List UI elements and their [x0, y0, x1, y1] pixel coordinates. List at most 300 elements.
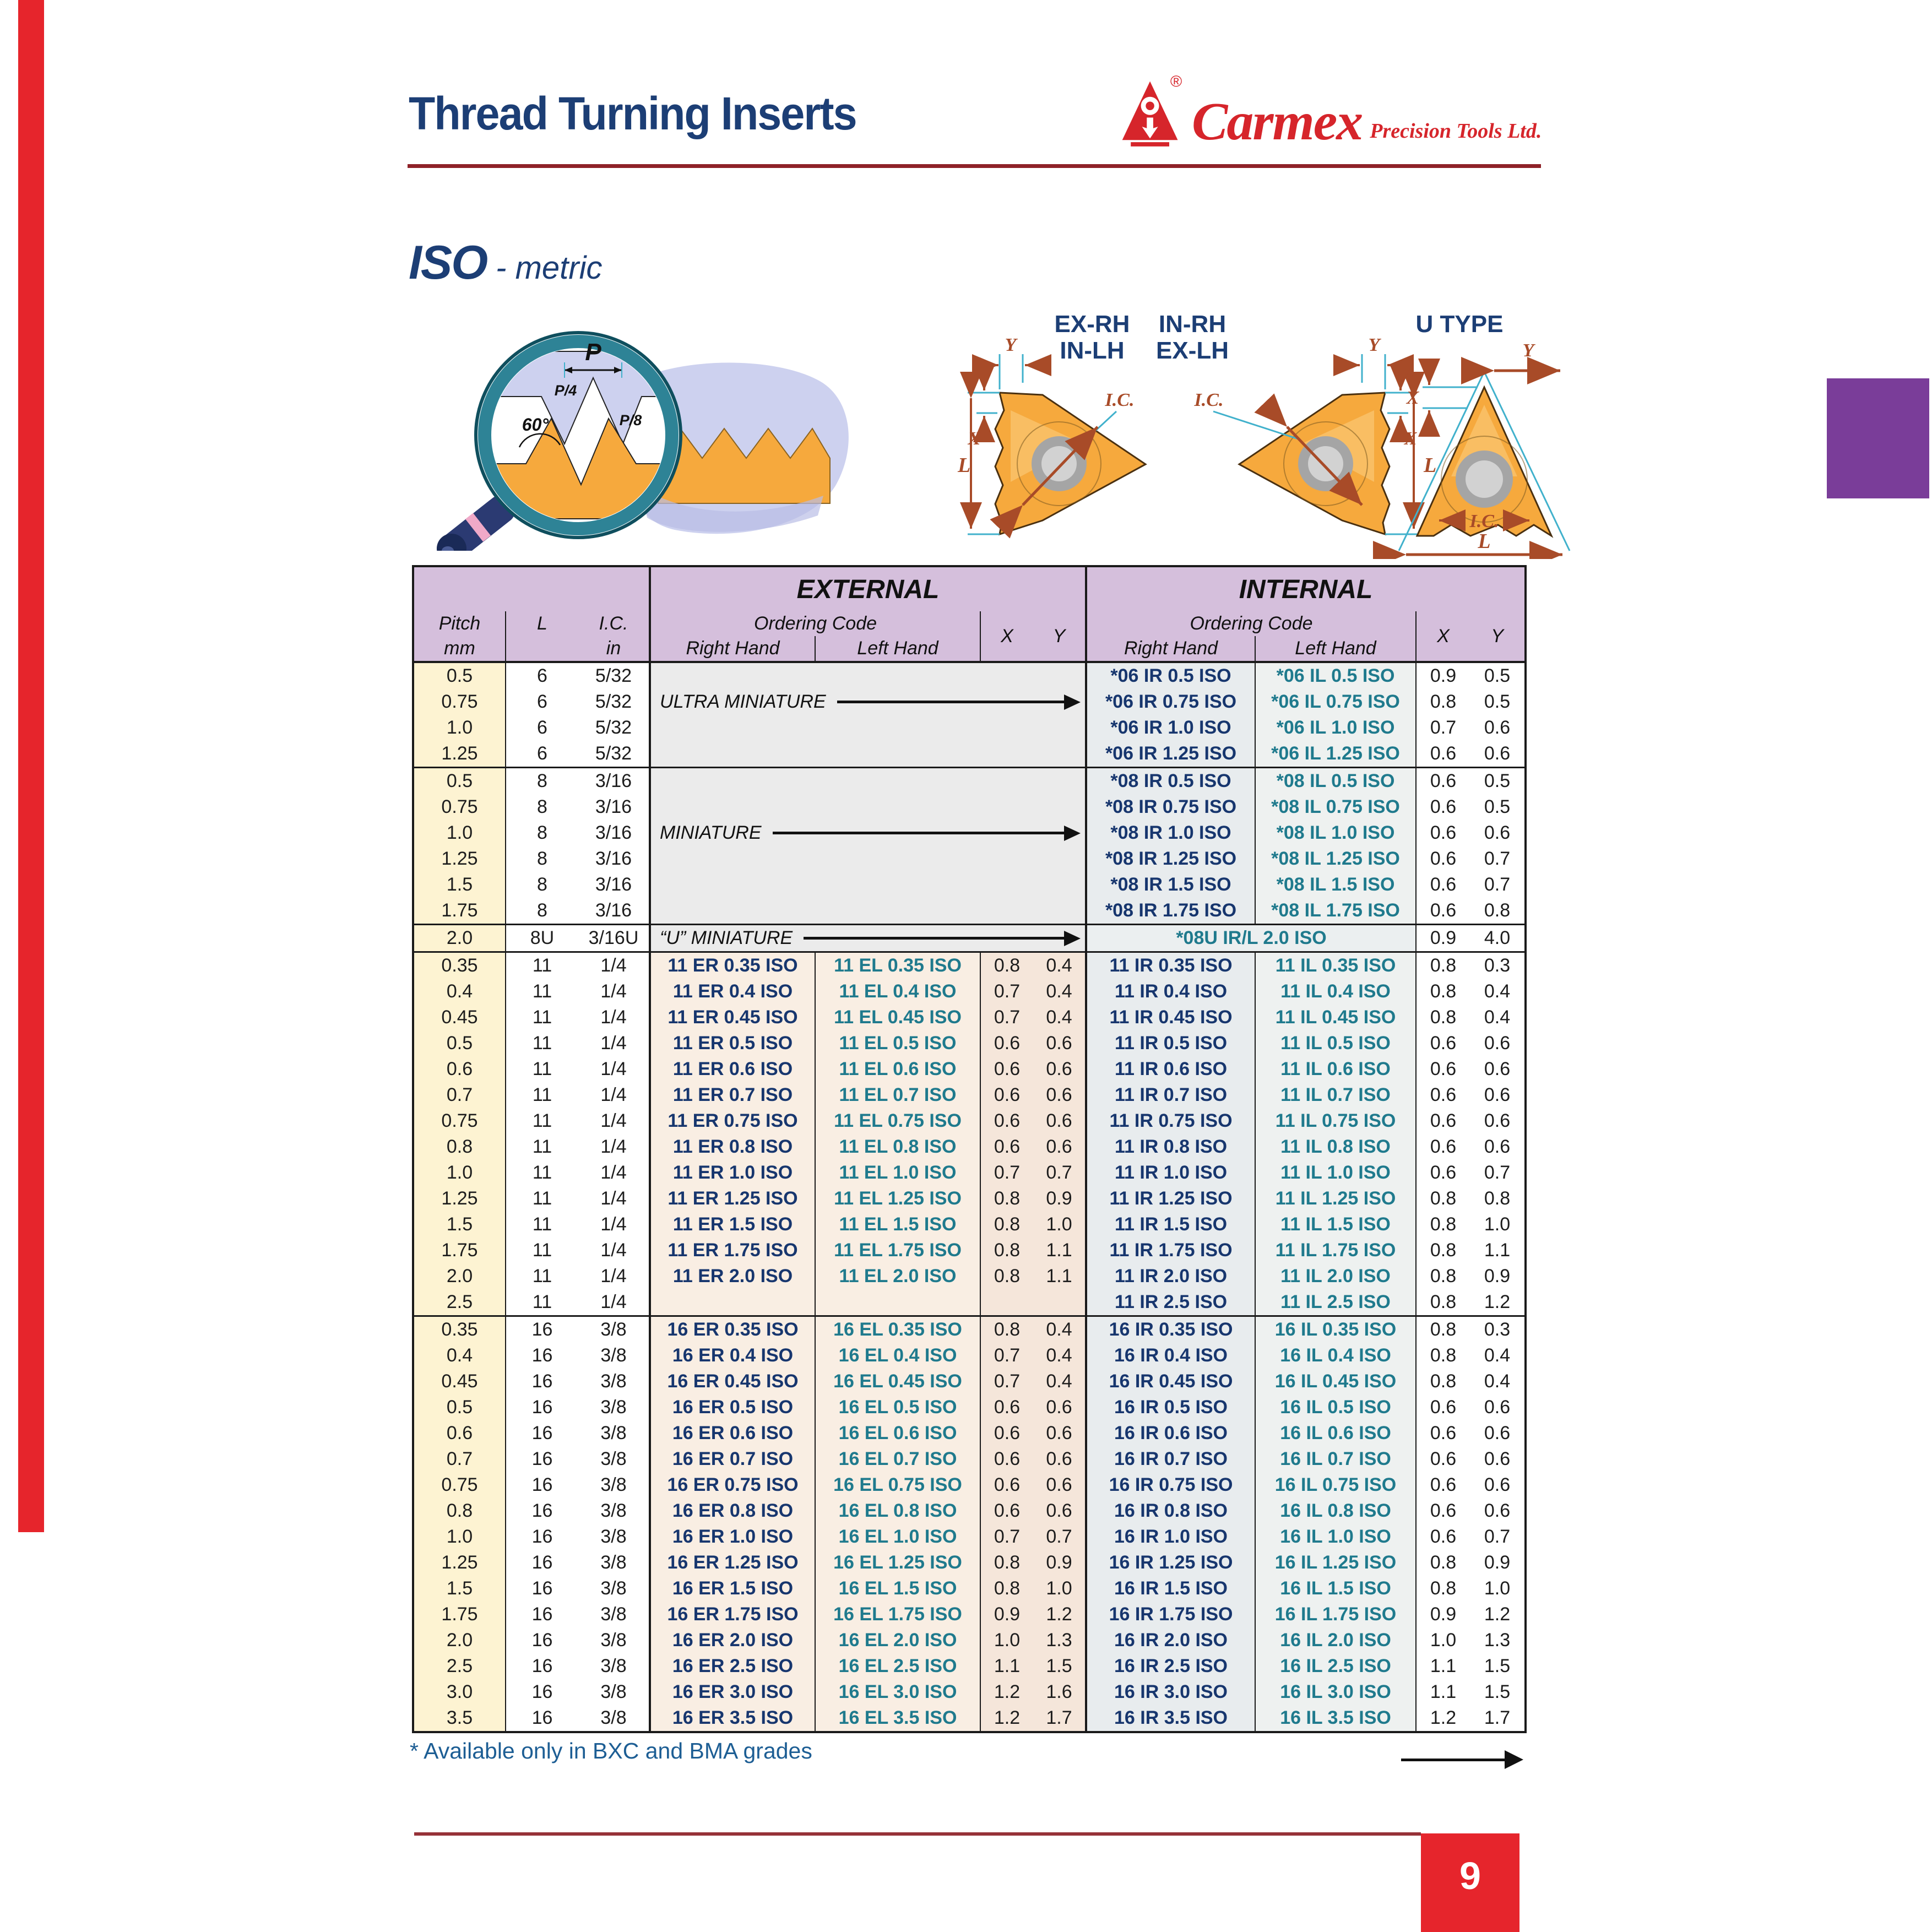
cell-int-right-hand-code: *08 IR 0.75 ISO — [1086, 794, 1255, 820]
cell-ext-x: 0.6 — [980, 1420, 1033, 1446]
cell-l: 11 — [506, 1108, 578, 1134]
cell-ext-x: 0.7 — [980, 1005, 1033, 1030]
cell-int-x: 0.8 — [1416, 1576, 1470, 1602]
cell-int-x: 0.8 — [1416, 1186, 1470, 1212]
cell-ext-right-hand-code: 16 ER 1.5 ISO — [650, 1576, 815, 1602]
cell-ext-y: 0.6 — [1033, 1134, 1086, 1160]
cell-ic: 3/8 — [600, 1397, 627, 1418]
cell-ext-y: 0.6 — [1033, 1420, 1086, 1446]
cell-ext-x: 0.9 — [980, 1602, 1033, 1627]
cell-int-left-hand-code: 16 IL 0.75 ISO — [1255, 1472, 1416, 1498]
cell-ext-right-hand-code: 11 ER 0.6 ISO — [650, 1056, 815, 1082]
cell-ext-left-hand-code: 11 EL 0.7 ISO — [815, 1082, 980, 1108]
cell-ic: 3/8 — [600, 1630, 627, 1651]
table-row — [413, 1369, 1526, 1394]
cell-ext-right-hand-code: 16 ER 2.0 ISO — [650, 1627, 815, 1653]
cell-ext-y: 1.6 — [1033, 1679, 1086, 1705]
cell-ext-y: 1.2 — [1033, 1602, 1086, 1627]
cell-l: 16 — [506, 1498, 578, 1524]
cell-int-y: 0.7 — [1484, 848, 1511, 869]
cell-pitch: 0.5 — [413, 768, 506, 795]
cell-int-right-hand-code: 16 IR 1.0 ISO — [1086, 1524, 1255, 1550]
table-row — [413, 1524, 1526, 1550]
cell-int-y: 0.4 — [1484, 1371, 1511, 1392]
cell-ic: 3/16 — [595, 796, 632, 817]
cell-pitch: 0.6 — [413, 1420, 506, 1446]
cell-ext-right-hand-code: 11 ER 1.75 ISO — [650, 1238, 815, 1263]
brand-name: Carmex — [1192, 92, 1363, 151]
cell-pitch: 1.25 — [413, 1550, 506, 1576]
cell-int-y: 0.8 — [1484, 900, 1511, 921]
cell-int-x: 0.6 — [1416, 1420, 1470, 1446]
cell-int-right-hand-code: 16 IR 0.35 ISO — [1086, 1316, 1255, 1343]
cell-ext-left-hand-code: 16 EL 0.8 ISO — [815, 1498, 980, 1524]
cell-ext-left-hand-code: 16 EL 1.5 ISO — [815, 1576, 980, 1602]
table-row — [413, 1289, 1526, 1316]
cell-l: 11 — [506, 1263, 578, 1289]
cell-pitch: 3.0 — [413, 1679, 506, 1705]
table-row — [413, 1394, 1526, 1420]
cell-pitch: 1.0 — [413, 1524, 506, 1550]
cell-int-right-hand-code: 16 IR 0.75 ISO — [1086, 1472, 1255, 1498]
cell-int-x: 1.1 — [1416, 1679, 1470, 1705]
cell-ext-right-hand-code: 16 ER 0.35 ISO — [650, 1316, 815, 1343]
cell-l: 16 — [506, 1343, 578, 1369]
registered-mark: ® — [1170, 73, 1182, 91]
cell-l: 11 — [506, 1005, 578, 1030]
cell-ext-y: 0.6 — [1033, 1394, 1086, 1420]
cell-ext-x: 0.6 — [980, 1056, 1033, 1082]
cell-int-y: 0.4 — [1484, 1007, 1511, 1028]
carmex-logo — [1117, 70, 1542, 149]
cell-ic: 1/4 — [600, 1162, 627, 1183]
cell-ext-right-hand-code: 11 ER 2.0 ISO — [650, 1263, 815, 1289]
purple-tab-swatch — [1827, 378, 1929, 498]
cell-int-y: 0.6 — [1484, 822, 1511, 843]
cell-int-x: 0.6 — [1416, 768, 1470, 795]
cell-ext-y: 1.0 — [1033, 1576, 1086, 1602]
table-row — [413, 1343, 1526, 1369]
cell-ext-y: 0.7 — [1033, 1524, 1086, 1550]
cell-int-left-hand-code: 16 IL 0.7 ISO — [1255, 1446, 1416, 1472]
cell-int-y: 0.6 — [1484, 1110, 1511, 1131]
miniature-label: “U” MINIATURE — [660, 927, 793, 948]
cell-ext-y: 1.1 — [1033, 1238, 1086, 1263]
section-title-iso: ISO — [409, 236, 487, 289]
cell-ext-left-hand-code: 16 EL 0.6 ISO — [815, 1420, 980, 1446]
cell-ic: 3/8 — [600, 1474, 627, 1495]
miniature-label: MINIATURE — [660, 822, 762, 843]
cell-ext-left-hand-code: 11 EL 2.0 ISO — [815, 1263, 980, 1289]
table-row — [413, 689, 1526, 715]
cell-pitch: 1.25 — [413, 741, 506, 768]
cell-int-y: 1.0 — [1484, 1578, 1511, 1599]
cell-int-x: 0.8 — [1416, 1550, 1470, 1576]
cell-int-right-hand-code: *06 IR 0.5 ISO — [1086, 662, 1255, 689]
cell-pitch: 0.8 — [413, 1498, 506, 1524]
header-ordering-code-ext: Ordering Code — [650, 611, 980, 636]
cell-ic: 1/4 — [578, 952, 650, 979]
miniature-label: ULTRA MINIATURE — [660, 691, 826, 712]
cell-ext-right-hand-code: 16 ER 1.75 ISO — [650, 1602, 815, 1627]
cell-ext-left-hand-code: 16 EL 3.0 ISO — [815, 1679, 980, 1705]
header-left-hand-ext: Left Hand — [815, 636, 980, 662]
table-row — [413, 1705, 1526, 1732]
cell-ic: 3/8 — [600, 1526, 627, 1547]
cell-ext-right-hand-code: 11 ER 1.0 ISO — [650, 1160, 815, 1186]
cell-l: 11 — [506, 1186, 578, 1212]
label-60deg: 60° — [522, 415, 549, 435]
cell-l: 11 — [506, 1212, 578, 1238]
cell-pitch: 1.5 — [413, 1212, 506, 1238]
cell-int-x: 0.8 — [1416, 1369, 1470, 1394]
cell-external-note — [650, 689, 1086, 715]
cell-ext-y: 0.6 — [1033, 1082, 1086, 1108]
cell-ic: 3/8 — [600, 1448, 627, 1469]
header-in: in — [578, 636, 650, 662]
cell-int-y: 0.6 — [1484, 1033, 1511, 1054]
table-row — [413, 1238, 1526, 1263]
header-x-ext: X — [980, 611, 1033, 662]
cell-int-y: 0.6 — [1484, 1448, 1511, 1469]
cell-ext-left-hand-code: 11 EL 1.0 ISO — [815, 1160, 980, 1186]
cell-int-x: 0.6 — [1416, 1394, 1470, 1420]
cell-pitch: 0.75 — [413, 1108, 506, 1134]
cell-ext-y: 0.4 — [1033, 1343, 1086, 1369]
cell-ext-right-hand-code: 16 ER 0.4 ISO — [650, 1343, 815, 1369]
header-right-hand-ext: Right Hand — [650, 636, 815, 662]
cell-ext-right-hand-code: 11 ER 0.75 ISO — [650, 1108, 815, 1134]
cell-ext-left-hand-code: 16 EL 1.75 ISO — [815, 1602, 980, 1627]
cell-int-x: 0.6 — [1416, 794, 1470, 820]
cell-ext-x: 0.6 — [980, 1394, 1033, 1420]
header-pitch: Pitch — [413, 611, 506, 636]
table-row — [413, 1498, 1526, 1524]
cell-ext-right-hand-code: 11 ER 0.35 ISO — [650, 952, 815, 979]
section-title-metric: - metric — [496, 250, 603, 286]
cell-int-left-hand-code: 11 IL 1.25 ISO — [1255, 1186, 1416, 1212]
cell-external-note — [650, 846, 1086, 872]
cell-int-left-hand-code: *06 IL 0.5 ISO — [1255, 662, 1416, 689]
cell-int-left-hand-code: 11 IL 0.75 ISO — [1255, 1108, 1416, 1134]
cell-pitch: 1.5 — [413, 1576, 506, 1602]
cell-int-y: 1.5 — [1484, 1656, 1511, 1676]
cell-ic: 1/4 — [600, 1240, 627, 1261]
table-row — [413, 794, 1526, 820]
magnifier-handle-band — [474, 524, 482, 530]
cell-ext-right-hand-code — [650, 1289, 815, 1316]
cell-external-note — [650, 741, 1086, 768]
label-p8: P/8 — [619, 412, 642, 428]
cell-ic: 1/4 — [600, 1110, 627, 1131]
cell-int-x: 0.6 — [1416, 1472, 1470, 1498]
cell-int-right-hand-code: *06 IR 1.0 ISO — [1086, 715, 1255, 741]
left-accent-bar — [18, 0, 44, 1532]
cell-int-y: 0.6 — [1484, 1500, 1511, 1521]
cell-l: 11 — [506, 1082, 578, 1108]
cell-l: 11 — [506, 1289, 578, 1316]
cell-ext-left-hand-code: 11 EL 0.35 ISO — [815, 952, 980, 979]
cell-int-left-hand-code: 16 IL 0.45 ISO — [1255, 1369, 1416, 1394]
cell-int-right-hand-code: 11 IR 0.4 ISO — [1086, 979, 1255, 1005]
cell-ext-x: 0.8 — [980, 952, 1033, 979]
cell-ic: 3/8 — [600, 1578, 627, 1599]
cell-ext-right-hand-code: 16 ER 1.0 ISO — [650, 1524, 815, 1550]
cell-ic: 1/4 — [600, 1059, 627, 1079]
cell-pitch: 0.75 — [413, 794, 506, 820]
cell-l: 8 — [506, 846, 578, 872]
cell-int-left-hand-code: *08 IL 1.25 ISO — [1255, 846, 1416, 872]
cell-int-y: 1.5 — [1484, 1681, 1511, 1702]
insert-internal — [1239, 393, 1390, 534]
cell-ext-right-hand-code: 16 ER 0.45 ISO — [650, 1369, 815, 1394]
cell-ic: 3/8 — [600, 1423, 627, 1443]
dim-label-ic: I.C. — [1194, 390, 1224, 410]
cell-ic: 1/4 — [600, 981, 627, 1002]
table-row — [413, 1653, 1526, 1679]
cell-ic: 5/32 — [595, 665, 632, 686]
cell-ext-y: 0.4 — [1033, 1316, 1086, 1343]
header-blank — [413, 566, 650, 611]
arrow-head — [1505, 1750, 1523, 1769]
cell-ext-y: 0.6 — [1033, 1108, 1086, 1134]
cell-ext-left-hand-code: 11 EL 1.5 ISO — [815, 1212, 980, 1238]
cell-int-x: 0.8 — [1416, 689, 1470, 715]
cell-int-right-hand-code: 16 IR 0.45 ISO — [1086, 1369, 1255, 1394]
cell-ext-left-hand-code: 16 EL 3.5 ISO — [815, 1705, 980, 1732]
dim-label-ic: I.C. — [1469, 511, 1499, 531]
cell-int-right-hand-code: 16 IR 1.5 ISO — [1086, 1576, 1255, 1602]
cell-pitch: 0.4 — [413, 1343, 506, 1369]
cell-int-x: 0.6 — [1416, 1056, 1470, 1082]
cell-ext-y: 1.1 — [1033, 1263, 1086, 1289]
cell-int-left-hand-code: 16 IL 0.8 ISO — [1255, 1498, 1416, 1524]
cell-ic: 3/8 — [600, 1604, 627, 1625]
label-in-lh: IN-LH — [1060, 337, 1125, 364]
cell-ext-x: 0.6 — [980, 1082, 1033, 1108]
cell-int-x: 0.8 — [1416, 952, 1470, 979]
cell-l: 16 — [506, 1316, 578, 1343]
cell-pitch: 0.35 — [413, 1316, 506, 1343]
table-body — [413, 662, 1526, 1732]
cell-int-y: 0.6 — [1484, 1397, 1511, 1418]
cell-external-note — [650, 794, 1086, 820]
cell-int-x: 1.0 — [1416, 1627, 1470, 1653]
cell-ic: 1/4 — [600, 1084, 627, 1105]
cell-int-y: 0.8 — [1484, 1188, 1511, 1209]
table-row — [413, 662, 1526, 689]
cell-pitch: 2.5 — [413, 1289, 506, 1316]
cell-int-x: 0.9 — [1416, 925, 1470, 952]
cell-l: 8U — [506, 925, 578, 952]
cell-ext-x: 0.6 — [980, 1472, 1033, 1498]
cell-ext-y — [1033, 1289, 1086, 1316]
cell-ic: 3/16 — [595, 822, 632, 843]
cell-ext-x: 0.6 — [980, 1134, 1033, 1160]
cell-int-left-hand-code: *08 IL 1.5 ISO — [1255, 872, 1416, 898]
cell-int-x: 0.6 — [1416, 846, 1470, 872]
cell-int-x: 0.9 — [1416, 1602, 1470, 1627]
cell-int-x: 0.7 — [1416, 715, 1470, 741]
cell-int-left-hand-code: 11 IL 2.0 ISO — [1255, 1263, 1416, 1289]
cell-int-right-hand-code: *08 IR 1.75 ISO — [1086, 898, 1255, 925]
cell-ext-x: 0.8 — [980, 1550, 1033, 1576]
cell-int-x: 0.6 — [1416, 1524, 1470, 1550]
cell-ext-left-hand-code: 16 EL 1.0 ISO — [815, 1524, 980, 1550]
cell-ext-x: 0.6 — [980, 1446, 1033, 1472]
cell-int-left-hand-code: 16 IL 3.5 ISO — [1255, 1705, 1416, 1732]
cell-pitch: 0.75 — [413, 689, 506, 715]
cell-ext-right-hand-code: 11 ER 1.25 ISO — [650, 1186, 815, 1212]
table-row — [413, 925, 1526, 952]
table-row — [413, 820, 1526, 846]
cell-int-right-hand-code: 16 IR 2.0 ISO — [1086, 1627, 1255, 1653]
cell-int-left-hand-code: 16 IL 0.4 ISO — [1255, 1343, 1416, 1369]
cell-int-y: 0.7 — [1484, 1526, 1511, 1547]
cell-external-note — [650, 715, 1086, 741]
arrow-line — [1401, 1759, 1505, 1761]
cell-int-x: 0.6 — [1416, 1030, 1470, 1056]
cell-int-y: 1.2 — [1484, 1291, 1511, 1312]
cell-ext-left-hand-code: 16 EL 2.5 ISO — [815, 1653, 980, 1679]
cell-l: 6 — [506, 662, 578, 689]
header-blank-l — [506, 636, 578, 662]
cell-int-y: 0.3 — [1470, 1316, 1526, 1343]
cell-pitch: 1.75 — [413, 1238, 506, 1263]
cell-int-y: 0.6 — [1484, 1474, 1511, 1495]
cell-ext-y: 1.5 — [1033, 1653, 1086, 1679]
cell-int-left-hand-code: 16 IL 2.5 ISO — [1255, 1653, 1416, 1679]
cell-ext-y: 0.9 — [1033, 1550, 1086, 1576]
cell-int-left-hand-code: *08 IL 1.75 ISO — [1255, 898, 1416, 925]
cell-ext-y: 1.3 — [1033, 1627, 1086, 1653]
table-row — [413, 1160, 1526, 1186]
cell-int-x: 1.2 — [1416, 1705, 1470, 1732]
cell-int-y: 0.6 — [1484, 1059, 1511, 1079]
cell-pitch: 0.7 — [413, 1446, 506, 1472]
header-ic: I.C. — [578, 611, 650, 636]
table-row — [413, 715, 1526, 741]
cell-int-x: 0.8 — [1416, 1316, 1470, 1343]
cell-int-right-hand-code: *08 IR 1.5 ISO — [1086, 872, 1255, 898]
cell-ext-right-hand-code: 11 ER 0.7 ISO — [650, 1082, 815, 1108]
cell-int-right-hand-code: 16 IR 0.4 ISO — [1086, 1343, 1255, 1369]
header-y-ext: Y — [1033, 611, 1086, 662]
cell-ext-left-hand-code: 16 EL 0.45 ISO — [815, 1369, 980, 1394]
cell-l: 16 — [506, 1420, 578, 1446]
dim-label-l: L — [958, 454, 971, 477]
cell-ext-right-hand-code: 16 ER 0.7 ISO — [650, 1446, 815, 1472]
table-row — [413, 1186, 1526, 1212]
cell-int-x: 0.8 — [1416, 979, 1470, 1005]
cell-ext-left-hand-code: 11 EL 0.75 ISO — [815, 1108, 980, 1134]
cell-ext-right-hand-code: 16 ER 2.5 ISO — [650, 1653, 815, 1679]
cell-int-left-hand-code: 16 IL 1.25 ISO — [1255, 1550, 1416, 1576]
cell-int-left-hand-code: 16 IL 1.0 ISO — [1255, 1524, 1416, 1550]
cell-int-y: 0.5 — [1484, 665, 1511, 686]
cell-ext-x: 1.2 — [980, 1705, 1033, 1732]
cell-int-y: 0.5 — [1470, 768, 1526, 795]
cell-ext-left-hand-code: 11 EL 1.75 ISO — [815, 1238, 980, 1263]
dim-label-x: X — [1404, 428, 1417, 449]
cell-int-x: 0.6 — [1416, 1108, 1470, 1134]
cell-pitch: 0.5 — [413, 1030, 506, 1056]
cell-int-y: 0.9 — [1484, 1266, 1511, 1287]
cell-int-x: 0.8 — [1416, 1263, 1470, 1289]
insert-table — [412, 565, 1527, 1733]
cell-int-x: 0.8 — [1416, 1238, 1470, 1263]
cell-l: 16 — [506, 1394, 578, 1420]
dim-label-y: Y — [1005, 335, 1017, 355]
cell-pitch: 1.0 — [413, 820, 506, 846]
cell-ext-left-hand-code: 16 EL 2.0 ISO — [815, 1627, 980, 1653]
cell-ext-y: 0.4 — [1033, 979, 1086, 1005]
cell-int-y: 1.7 — [1484, 1707, 1511, 1728]
cell-l: 8 — [506, 872, 578, 898]
cell-int-right-hand-code: 11 IR 2.0 ISO — [1086, 1263, 1255, 1289]
cell-int-left-hand-code: *06 IL 0.75 ISO — [1255, 689, 1416, 715]
cell-int-y: 0.4 — [1484, 1345, 1511, 1366]
cell-int-left-hand-code: *08 IL 0.5 ISO — [1255, 768, 1416, 795]
cell-int-right-hand-code: 11 IR 1.0 ISO — [1086, 1160, 1255, 1186]
cell-ic: 3/8 — [600, 1707, 627, 1728]
table-row — [413, 1420, 1526, 1446]
table-row — [413, 1212, 1526, 1238]
cell-int-left-hand-code: 11 IL 0.6 ISO — [1255, 1056, 1416, 1082]
cell-l: 16 — [506, 1446, 578, 1472]
cell-int-x: 0.6 — [1416, 898, 1470, 925]
cell-ext-x: 1.1 — [980, 1653, 1033, 1679]
cell-pitch: 0.45 — [413, 1005, 506, 1030]
cell-ext-right-hand-code: 11 ER 0.4 ISO — [650, 979, 815, 1005]
cell-int-x: 0.6 — [1416, 1446, 1470, 1472]
cell-int-left-hand-code: 11 IL 1.5 ISO — [1255, 1212, 1416, 1238]
cell-ic: 3/16 — [595, 900, 632, 921]
cell-int-right-hand-code: 16 IR 3.0 ISO — [1086, 1679, 1255, 1705]
cell-int-x: 0.8 — [1416, 1212, 1470, 1238]
cell-ic: 1/4 — [600, 1188, 627, 1209]
cell-ext-right-hand-code: 16 ER 3.5 ISO — [650, 1705, 815, 1732]
table-row — [413, 979, 1526, 1005]
label-in-rh: IN-RH — [1158, 311, 1227, 338]
cell-pitch: 0.7 — [413, 1082, 506, 1108]
cell-pitch: 0.75 — [413, 1472, 506, 1498]
cell-ext-right-hand-code: 16 ER 0.75 ISO — [650, 1472, 815, 1498]
cell-int-right-hand-code: *06 IR 0.75 ISO — [1086, 689, 1255, 715]
cell-pitch: 0.5 — [413, 1394, 506, 1420]
cell-int-x: 0.6 — [1416, 872, 1470, 898]
cell-ext-left-hand-code: 11 EL 0.8 ISO — [815, 1134, 980, 1160]
cell-int-y: 0.5 — [1484, 691, 1511, 712]
cell-ext-right-hand-code: 16 ER 1.25 ISO — [650, 1550, 815, 1576]
cell-ext-right-hand-code: 11 ER 0.5 ISO — [650, 1030, 815, 1056]
cell-external-note — [650, 768, 1086, 795]
header-right-hand-int: Right Hand — [1086, 636, 1255, 662]
carmex-logo-icon — [1117, 70, 1186, 149]
table-row — [413, 1576, 1526, 1602]
dim-label-x: X — [968, 428, 981, 449]
cell-ext-y: 0.6 — [1033, 1472, 1086, 1498]
cell-int-right-hand-code: 16 IR 1.25 ISO — [1086, 1550, 1255, 1576]
section-title — [409, 236, 602, 290]
cell-int-right-hand-code: 11 IR 0.8 ISO — [1086, 1134, 1255, 1160]
next-page-arrow — [1401, 1750, 1523, 1769]
cell-ext-x: 0.8 — [980, 1238, 1033, 1263]
cell-ic: 5/32 — [595, 743, 632, 764]
cell-int-left-hand-code: 11 IL 0.45 ISO — [1255, 1005, 1416, 1030]
cell-ic: 5/32 — [595, 691, 632, 712]
cell-ext-x: 0.8 — [980, 1576, 1033, 1602]
